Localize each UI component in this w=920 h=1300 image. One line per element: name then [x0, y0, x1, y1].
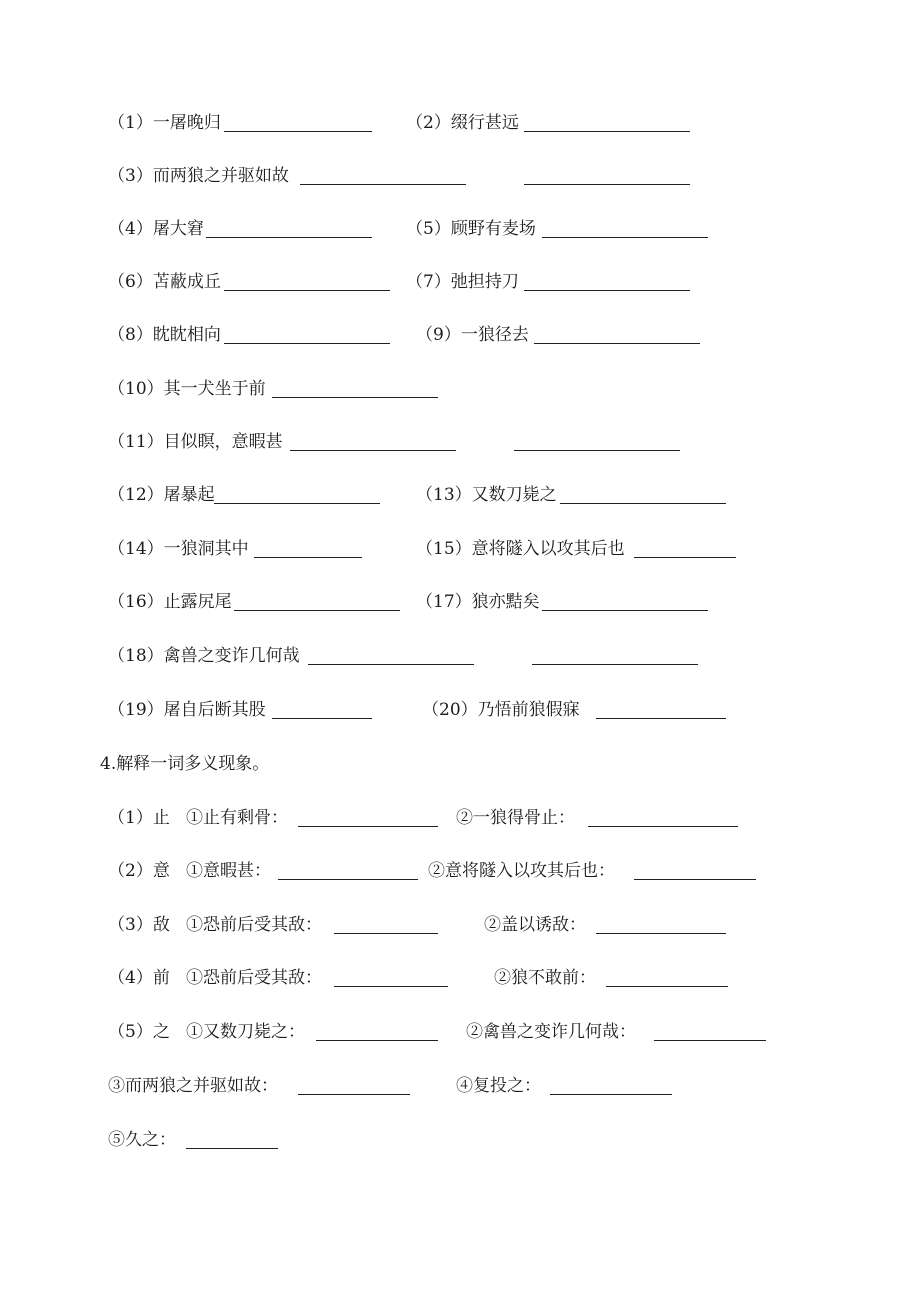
answer-blank-3b[interactable] [524, 184, 690, 185]
answer-blank-17[interactable] [542, 610, 708, 611]
answer-blank-a[interactable] [298, 826, 438, 827]
polysemy-word: （5）之 [108, 1022, 170, 1042]
answer-blank-a[interactable] [298, 1094, 410, 1095]
answer-blank-8[interactable] [224, 343, 390, 344]
answer-blank-5[interactable] [542, 237, 708, 238]
polysemy-word: （3）敌 [108, 915, 170, 935]
answer-blank-a[interactable] [334, 933, 438, 934]
answer-blank-b[interactable] [588, 826, 738, 827]
answer-blank-b[interactable] [596, 933, 726, 934]
item-7: （7）弛担持刀 [406, 272, 519, 292]
answer-blank-10[interactable] [272, 397, 438, 398]
item-11: （11）目似瞑，意暇甚 [108, 432, 283, 452]
sentence-b: ②禽兽之变诈几何哉： [466, 1022, 636, 1042]
answer-blank-18a[interactable] [308, 664, 474, 665]
answer-blank-4[interactable] [206, 237, 372, 238]
answer-blank-3a[interactable] [300, 184, 466, 185]
answer-blank-13[interactable] [560, 503, 726, 504]
sentence-b: ②意将隧入以攻其后也： [428, 861, 615, 881]
polysemy-word: （1）止 [108, 808, 170, 828]
section-heading: 4.解释一词多义现象。 [100, 754, 270, 774]
answer-blank-11a[interactable] [290, 450, 456, 451]
answer-blank-2[interactable] [524, 131, 690, 132]
answer-blank-9[interactable] [534, 343, 700, 344]
answer-blank-20[interactable] [596, 718, 726, 719]
answer-blank-18b[interactable] [532, 664, 698, 665]
polysemy-word: （4）前 [108, 968, 170, 988]
sentence-a: ①止有剩骨： [186, 808, 288, 828]
sentence-b: ②一狼得骨止： [456, 808, 575, 828]
answer-blank-19[interactable] [272, 718, 372, 719]
sentence-a: ①又数刀毙之： [186, 1022, 305, 1042]
sentence-a: ①恐前后受其敌： [186, 968, 322, 988]
sentence-b: ②盖以诱敌： [484, 915, 586, 935]
item-9: （9）一狼径去 [416, 325, 529, 345]
sentence-b: ②狼不敢前： [494, 968, 596, 988]
answer-blank-1[interactable] [224, 131, 372, 132]
item-18: （18）禽兽之变诈几何哉 [108, 646, 300, 666]
item-8: （8）眈眈相向 [108, 325, 221, 345]
sentence-a: ⑤久之： [108, 1130, 176, 1150]
answer-blank-a[interactable] [278, 879, 418, 880]
answer-blank-a[interactable] [186, 1148, 278, 1149]
answer-blank-b[interactable] [550, 1094, 672, 1095]
sentence-b: ④复投之： [456, 1076, 541, 1096]
item-16: （16）止露尻尾 [108, 592, 232, 612]
answer-blank-a[interactable] [334, 986, 448, 987]
sentence-a: ①意暇甚： [186, 861, 271, 881]
answer-blank-16[interactable] [234, 610, 400, 611]
answer-blank-11b[interactable] [514, 450, 680, 451]
answer-blank-b[interactable] [634, 879, 756, 880]
answer-blank-7[interactable] [524, 290, 690, 291]
answer-blank-14[interactable] [254, 557, 362, 558]
item-1: （1）一屠晚归 [108, 113, 221, 133]
item-6: （6）苫蔽成丘 [108, 272, 221, 292]
item-14: （14）一狼洞其中 [108, 539, 249, 559]
item-10: （10）其一犬坐于前 [108, 379, 266, 399]
answer-blank-a[interactable] [316, 1040, 438, 1041]
item-15: （15）意将隧入以攻其后也 [416, 539, 625, 559]
polysemy-word: （2）意 [108, 861, 170, 881]
sentence-a: ①恐前后受其敌： [186, 915, 322, 935]
item-4: （4）屠大窘 [108, 219, 204, 239]
item-17: （17）狼亦黠矣 [416, 592, 540, 612]
item-12: （12）屠暴起 [108, 485, 215, 505]
item-20: （20）乃悟前狼假寐 [422, 700, 580, 720]
item-2: （2）缀行甚远 [406, 113, 519, 133]
answer-blank-b[interactable] [606, 986, 728, 987]
answer-blank-b[interactable] [654, 1040, 766, 1041]
item-3: （3）而两狼之并驱如故 [108, 166, 289, 186]
sentence-a: ③而两狼之并驱如故： [108, 1076, 278, 1096]
item-13: （13）又数刀毙之 [416, 485, 557, 505]
answer-blank-12[interactable] [214, 503, 380, 504]
answer-blank-15[interactable] [634, 557, 736, 558]
item-5: （5）顾野有麦场 [406, 219, 536, 239]
answer-blank-6[interactable] [224, 290, 390, 291]
item-19: （19）屠自后断其股 [108, 700, 266, 720]
